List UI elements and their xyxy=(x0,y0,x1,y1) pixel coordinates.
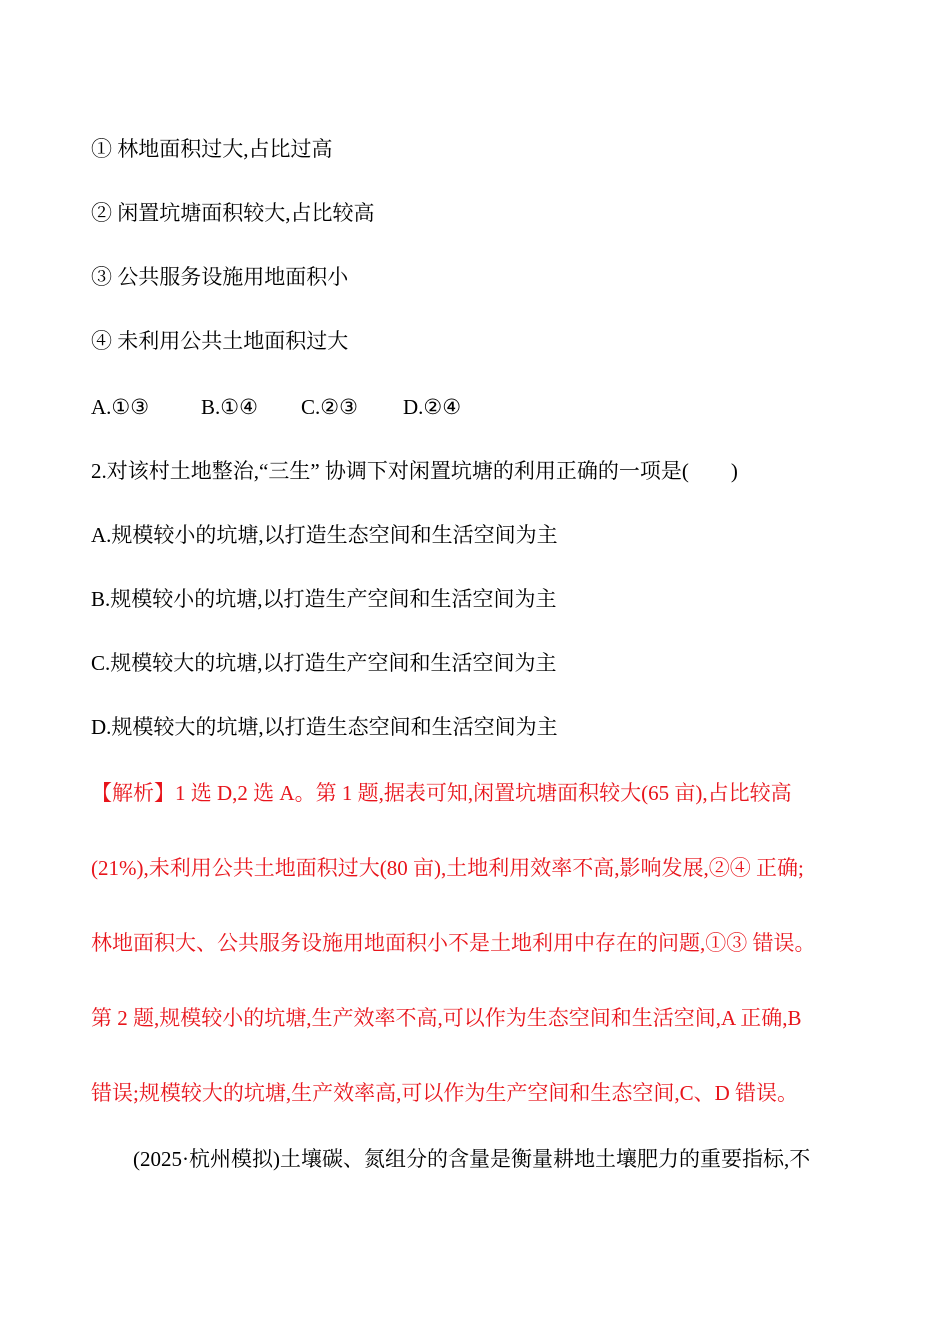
q2-stem: 2.对该村土地整治,“三生” 协调下对闲置坑塘的利用正确的一项是( ) xyxy=(91,459,738,483)
q1-option-d: D.②④ xyxy=(403,395,462,419)
analysis-line-4: 第 2 题,规模较小的坑塘,生产效率不高,可以作为生态空间和生活空间,A 正确,B xyxy=(91,1006,802,1030)
q1-option-c: C.②③ xyxy=(301,395,358,419)
statement-1: ① 林地面积过大,占比过高 xyxy=(91,137,333,161)
analysis-line-2: (21%),未利用公共土地面积过大(80 亩),土地利用效率不高,影响发展,②④ 正确; xyxy=(91,856,804,880)
next-question-intro: (2025·杭州模拟)土壤碳、氮组分的含量是衡量耕地土壤肥力的重要指标,不 xyxy=(133,1147,811,1171)
statement-2: ② 闲置坑塘面积较大,占比较高 xyxy=(91,201,375,225)
statement-3: ③ 公共服务设施用地面积小 xyxy=(91,265,349,289)
q1-options xyxy=(91,392,461,422)
q2-option-d: D.规模较大的坑塘,以打造生态空间和生活空间为主 xyxy=(91,715,558,739)
q1-option-b: B.①④ xyxy=(201,395,258,419)
analysis-line-3: 林地面积大、公共服务设施用地面积小不是土地利用中存在的问题,①③ 错误。 xyxy=(91,931,816,955)
analysis-line-5: 错误;规模较大的坑塘,生产效率高,可以作为生产空间和生态空间,C、D 错误。 xyxy=(91,1081,799,1105)
q2-option-c: C.规模较大的坑塘,以打造生产空间和生活空间为主 xyxy=(91,651,557,675)
statement-4: ④ 未利用公共土地面积过大 xyxy=(91,329,349,353)
analysis-line-1: 【解析】1 选 D,2 选 A。第 1 题,据表可知,闲置坑塘面积较大(65 亩),占比较高 xyxy=(91,781,792,805)
q2-option-b: B.规模较小的坑塘,以打造生产空间和生活空间为主 xyxy=(91,587,557,611)
q1-option-a: A.①③ xyxy=(91,395,150,419)
q2-option-a: A.规模较小的坑塘,以打造生态空间和生活空间为主 xyxy=(91,523,558,547)
